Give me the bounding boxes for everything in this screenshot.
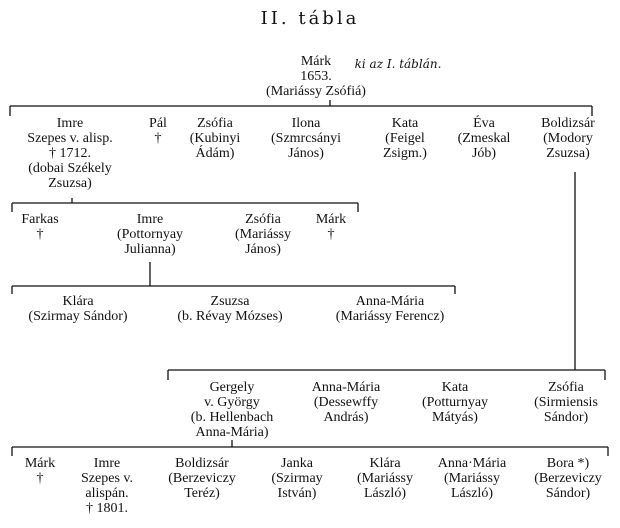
person-boldizsar-berzeviczy (168, 456, 236, 501)
person-spouse: (Berzeviczy (534, 471, 602, 486)
person-gergely (191, 380, 273, 440)
person-ilona (271, 116, 341, 161)
person-anna-maria-dessewffy (312, 380, 380, 425)
person-kata-potturnyay (422, 380, 488, 425)
person-title: Szepes v. (81, 471, 133, 486)
person-name: Anna-Mária (355, 294, 425, 309)
person-name: Gergely (209, 380, 255, 395)
person-spouse: (dobai Székely (28, 161, 112, 176)
person-name: Imre (56, 116, 84, 131)
person-name: Márk (315, 212, 347, 227)
person-spouse: (Mariássy (443, 471, 500, 486)
person-name: Imre (136, 212, 164, 227)
person-spouse: Julianna) (124, 242, 176, 257)
person-kata-feigel (383, 116, 427, 161)
person-zsofia-mariassy (235, 212, 291, 257)
person-spouse: János) (245, 242, 281, 257)
person-title: Szepes v. alisp. (27, 131, 113, 146)
person-pal (149, 116, 167, 146)
person-spouse: László) (451, 486, 493, 501)
person-name: Janka (281, 456, 313, 471)
person-mark-gen3b (25, 456, 55, 486)
person-name: Boldizsár (541, 116, 595, 131)
person-imre-1801 (81, 456, 133, 516)
person-anna-maria-mariassy (336, 294, 444, 324)
person-spouse: (Szirmay (271, 471, 323, 486)
person-klara-szirmay (28, 294, 127, 324)
person-death: † 1712. (48, 146, 91, 161)
person-spouse: Zsigm.) (383, 146, 427, 161)
person-name: Anna-Mária (311, 380, 381, 395)
person-name: Zsófia (548, 380, 584, 395)
person-spouse: (Sirmiensis (534, 395, 598, 410)
person-name: Zsuzsa (210, 294, 250, 309)
person-name: Klára (369, 456, 401, 471)
root-note: ki az I. táblán. (354, 57, 442, 71)
person-spouse: Anna-Mária) (195, 425, 269, 440)
person-name: Pál (149, 116, 167, 131)
person-spouse: János) (288, 146, 324, 161)
person-name: Zsófia (197, 116, 233, 131)
person-boldizsar-modory (541, 116, 595, 161)
person-name: Éva (473, 116, 495, 131)
person-spouse: (Zmeskal (457, 131, 511, 146)
person-spouse: (Dessewffy (313, 395, 379, 410)
person-spouse: (Szmrcsányi (271, 131, 341, 146)
person-year: 1653. (300, 69, 332, 84)
table-title: II. tábla (260, 8, 360, 29)
person-spouse: Jób) (471, 146, 497, 161)
person-janka (271, 456, 322, 501)
person-spouse: (Mariássy (235, 227, 291, 242)
person-death: † 1801. (86, 501, 128, 516)
person-spouse: (Modory (543, 131, 593, 146)
person-spouse: Sándor) (543, 410, 589, 425)
person-zsofia-kubinyi (190, 116, 241, 161)
person-name: Boldizsár (175, 456, 229, 471)
person-spouse: (b. Hellenbach (190, 410, 274, 425)
person-anna-maria-gen3b (438, 456, 506, 501)
person-imre-pottornyay (117, 212, 183, 257)
person-spouse: Zsuzsa) (546, 146, 590, 161)
person-spouse: Ádám) (195, 146, 235, 161)
person-imre-1712 (27, 116, 112, 191)
person-spouse: (Mariássy Zsófiá) (266, 84, 366, 99)
person-root (266, 54, 366, 99)
person-death: † (327, 227, 335, 242)
person-spouse: (Potturnyay (421, 395, 489, 410)
person-name: Ilona (291, 116, 321, 131)
person-name: Kata (391, 116, 419, 131)
person-mark-gen2 (316, 212, 346, 242)
person-death: † (154, 131, 162, 146)
person-eva (458, 116, 511, 161)
person-spouse: (Berzeviczy (168, 471, 236, 486)
person-name: Zsófia (245, 212, 281, 227)
person-spouse: Mátyás) (432, 410, 478, 425)
person-spouse: (Pottornyay (116, 227, 184, 242)
person-spouse: (b. Révay Mózses) (177, 309, 283, 324)
person-name: Bora *) (546, 456, 590, 471)
person-spouse: Teréz) (184, 486, 220, 501)
person-name: Márk (24, 456, 56, 471)
person-zsofia-sirmiensis (534, 380, 598, 425)
person-name: Imre (93, 456, 121, 471)
person-spouse: (Kubinyi (189, 131, 241, 146)
person-name: Klára (62, 294, 94, 309)
person-spouse: Zsuzsa) (48, 176, 92, 191)
person-name: Farkas (21, 212, 59, 227)
person-death: † (36, 227, 44, 242)
person-spouse: (Mariássy Ferencz) (335, 309, 445, 324)
person-death: † (36, 471, 44, 486)
person-spouse: (Mariássy (357, 471, 413, 486)
person-spouse: András) (323, 410, 369, 425)
person-spouse: (Feigel (385, 131, 425, 146)
person-zsuzsa-revay (177, 294, 282, 324)
person-klara-mariassy (357, 456, 413, 501)
person-alias: v. György (204, 395, 260, 410)
person-farkas (21, 212, 58, 242)
person-spouse: (Szirmay Sándor) (28, 309, 128, 324)
person-spouse: István) (277, 486, 317, 501)
person-spouse: Sándor) (545, 486, 591, 501)
person-bora (534, 456, 602, 501)
person-name: Márk (300, 54, 332, 69)
person-name: Anna·Mária (437, 456, 507, 471)
person-title: alispán. (85, 486, 129, 501)
person-spouse: László) (364, 486, 406, 501)
person-name: Kata (441, 380, 469, 395)
